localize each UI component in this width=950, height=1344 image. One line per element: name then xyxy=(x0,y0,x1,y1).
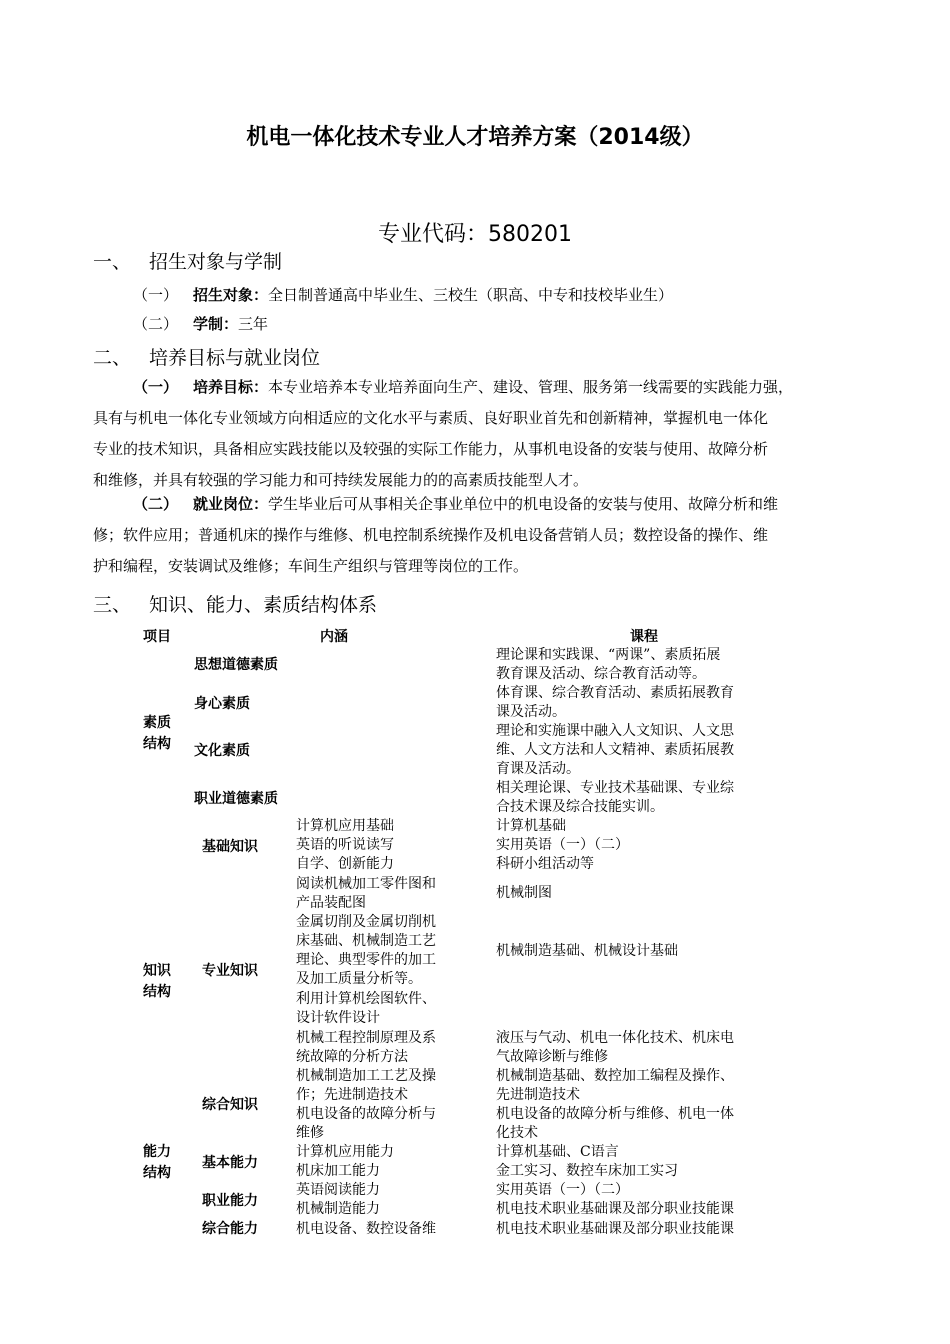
group-ability: 能力 结构 xyxy=(143,1144,171,1181)
row-label: 综合知识 xyxy=(202,1097,258,1113)
row-course: 理论和实施课中融入人文知识、人文思 维、人文方法和人文精神、素质拓展教 育课及活动。 xyxy=(496,723,734,777)
row-course: 液压与气动、机电一体化技术、机床电 气故障诊断与维修 机械制造基础、数控加工编程及操作、 先进制造技术 机电设备的故障分析与维修、机电一体 化技术 xyxy=(496,1030,734,1141)
item-number: （二） xyxy=(133,315,179,333)
row-label: 思想道德素质 xyxy=(194,657,278,673)
paragraph-line: 本专业培养本专业培养面向生产、建设、管理、服务第一线需要的实践能力强， xyxy=(268,378,794,396)
section-1-number: 一、 xyxy=(93,251,132,273)
paragraph-line: 修；软件应用；普通机床的操作与维修、机电控制系统操作及机电设备营销人员；数控设备的操作、维 xyxy=(93,526,769,544)
header-item: 项目 xyxy=(143,629,171,645)
paragraph-line: 具有与机电一体化专业领域方向相适应的文化水平与素质、良好职业首先和创新精神，掌握机电一体化 xyxy=(93,409,769,427)
item-number: （二） xyxy=(133,495,179,513)
item-label: 培养目标： xyxy=(193,378,269,396)
row-label: 专业知识 xyxy=(202,963,258,979)
section-2-heading xyxy=(93,343,320,370)
row-label: 文化素质 xyxy=(194,743,250,759)
section-1-heading xyxy=(93,247,282,274)
row-label: 基本能力 xyxy=(202,1155,258,1171)
row-course: 计算机基础 实用英语（一）（二） 科研小组活动等 xyxy=(496,818,629,872)
item-number: （一） xyxy=(133,286,179,304)
row-content: 计算机应用基础 英语的听说读写 自学、创新能力 xyxy=(296,818,394,872)
row-content: 机械工程控制原理及系 统故障的分析方法 机械制造加工工艺及操 作；先进制造技术 机电设备的故障分析与 维修 xyxy=(296,1030,436,1141)
paragraph-line: 学生毕业后可从事相关企事业单位中的机电设备的安装与使用、故障分析和维 xyxy=(268,495,779,513)
row-course: 体育课、综合教育活动、素质拓展教育 课及活动。 xyxy=(496,685,734,720)
row-label: 职业能力 xyxy=(202,1193,258,1209)
section-2-title: 培养目标与就业岗位 xyxy=(149,347,321,369)
row-course: 计算机基础、C语言 金工实习、数控车床加工实习 xyxy=(496,1144,678,1179)
section-3-heading xyxy=(93,590,377,617)
row-content: 金属切削及金属切削机 床基础、机械制造工艺 理论、典型零件的加工 及加工质量分析等。 xyxy=(296,914,436,987)
item-number: （一） xyxy=(133,378,179,396)
group-knowledge: 知识 结构 xyxy=(143,963,171,1000)
row-label: 基础知识 xyxy=(202,839,258,855)
major-code: 专业代码：580201 xyxy=(378,222,572,247)
paragraph-line: 和维修，并具有较强的学习能力和可持续发展能力的的高素质技能型人才。 xyxy=(93,471,589,489)
employment-paragraph xyxy=(93,489,858,582)
section-3-number: 三、 xyxy=(93,594,132,616)
row-content: 利用计算机绘图软件、 设计软件设计 xyxy=(296,991,436,1026)
training-goal-paragraph xyxy=(93,372,858,496)
row-content: 阅读机械加工零件图和 产品装配图 xyxy=(296,876,436,911)
enrollment-target xyxy=(133,284,673,305)
row-content: 计算机应用能力 机床加工能力 xyxy=(296,1144,394,1179)
item-label: 学制： xyxy=(193,315,239,333)
section-3-title: 知识、能力、素质结构体系 xyxy=(149,594,378,616)
row-label: 身心素质 xyxy=(194,696,250,712)
section-2-number: 二、 xyxy=(93,347,132,369)
group-quality: 素质 结构 xyxy=(143,715,171,752)
header-content: 内涵 xyxy=(320,629,348,645)
item-text: 全日制普通高中毕业生、三校生（职高、中专和技校毕业生） xyxy=(268,286,674,304)
item-text: 三年 xyxy=(238,315,269,333)
study-duration xyxy=(133,313,268,334)
row-content: 英语阅读能力 机械制造能力 xyxy=(296,1182,380,1217)
paragraph-line: 专业的技术知识，具备相应实践技能以及较强的实际工作能力，从事机电设备的安装与使用、故障分析 xyxy=(93,440,769,458)
row-course: 相关理论课、专业技术基础课、专业综 合技术课及综合技能实训。 xyxy=(496,780,734,815)
row-course: 理论课和实践课、“两课”、素质拓展 教育课及活动、综合教育活动等。 xyxy=(496,647,721,682)
row-course: 机械制图 xyxy=(496,885,552,901)
item-label: 就业岗位： xyxy=(193,495,269,513)
document-title: 机电一体化技术专业人才培养方案（2014级） xyxy=(246,125,704,150)
header-course: 课程 xyxy=(630,629,658,645)
paragraph-line: 护和编程，安装调试及维修；车间生产组织与管理等岗位的工作。 xyxy=(93,557,529,575)
row-content: 机电设备、数控设备维 xyxy=(296,1221,436,1237)
row-course: 机械制造基础、机械设计基础 xyxy=(496,943,678,959)
row-course: 机电技术职业基础课及部分职业技能课 xyxy=(496,1221,734,1237)
row-course: 实用英语（一）（二） 机电技术职业基础课及部分职业技能课 xyxy=(496,1182,734,1217)
section-1-title: 招生对象与学制 xyxy=(149,251,283,273)
row-label: 综合能力 xyxy=(202,1221,258,1237)
item-label: 招生对象： xyxy=(193,286,269,304)
row-label: 职业道德素质 xyxy=(194,791,278,807)
